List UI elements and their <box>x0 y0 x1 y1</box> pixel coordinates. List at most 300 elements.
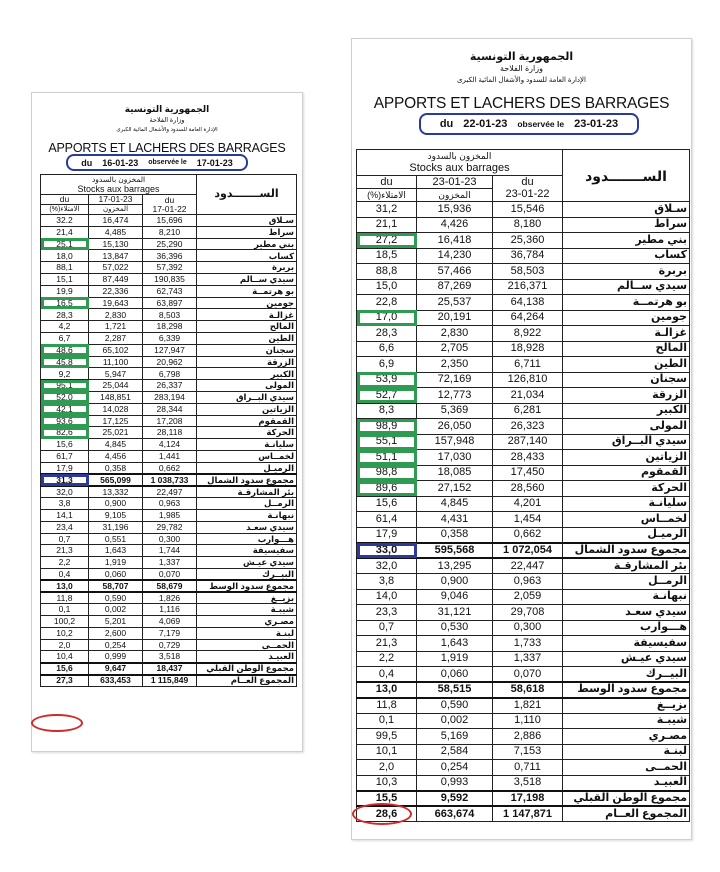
dam-row <box>357 248 690 264</box>
dam-name-cell: شيبـة <box>563 713 690 729</box>
dam-name-cell: بني مطير <box>563 233 690 249</box>
stock-cell: 16,474 <box>89 215 143 227</box>
dam-row <box>41 675 297 687</box>
stock-header: المخزون <box>89 205 143 215</box>
stock-cell: 5,947 <box>89 368 143 380</box>
fill-pct-cell: 10,3 <box>357 775 417 791</box>
fill-pct-cell: 27,2 <box>357 233 417 249</box>
dam-name-cell: لبنـة <box>563 744 690 760</box>
dam-name-cell: كساب <box>197 250 297 262</box>
dam-row <box>41 533 297 545</box>
stock-cell: 5,169 <box>417 729 493 745</box>
total-highlight-circle <box>352 803 412 825</box>
fill-pct-cell: 21,3 <box>41 545 89 557</box>
dam-name-cell: العبيـد <box>197 651 297 663</box>
fill-pct-cell: 52,7 <box>357 388 417 404</box>
fill-pct-cell: 18,5 <box>357 248 417 264</box>
dam-row <box>41 439 297 451</box>
date-b-header: 23-01-22 <box>493 189 563 202</box>
dams-table-left <box>40 174 297 687</box>
stocks-ar-header: المخزون بالسدود <box>357 150 563 163</box>
stock-cell: 14,028 <box>89 403 143 415</box>
fill-pct-cell: 93,6 <box>41 415 89 427</box>
dam-name-cell: العبيـد <box>563 775 690 791</box>
fill-pct-cell: 31,2 <box>357 202 417 218</box>
prev-year-stock-cell: 25,290 <box>143 238 197 250</box>
dam-row <box>41 368 297 380</box>
prev-year-stock-cell: 1 115,849 <box>143 675 197 687</box>
republic-header: الجمهورية التونسية <box>469 51 574 63</box>
republic-header: الجمهورية التونسية <box>124 104 210 114</box>
fill-pct-cell: 13,0 <box>41 580 89 592</box>
fill-pct-cell: 15,5 <box>357 791 417 807</box>
dam-row <box>41 226 297 238</box>
dam-row <box>357 465 690 481</box>
fill-pct-cell: 6,9 <box>357 357 417 373</box>
prev-year-stock-cell: 283,194 <box>143 391 197 403</box>
fill-pct-cell: 55,1 <box>357 434 417 450</box>
dam-name-cell: هـــوارب <box>563 620 690 636</box>
prev-year-stock-cell: 4,201 <box>493 496 563 512</box>
prev-year-stock-cell: 1,733 <box>493 636 563 652</box>
prev-year-stock-cell: 26,323 <box>493 419 563 435</box>
dam-row <box>357 527 690 543</box>
prev-year-stock-cell: 17,208 <box>143 415 197 427</box>
stock-cell: 0,060 <box>417 667 493 683</box>
dam-name-cell: جومين <box>197 297 297 309</box>
fill-pct-cell: 23,4 <box>41 521 89 533</box>
fill-pct-cell: 95,1 <box>41 380 89 392</box>
prev-year-stock-cell: 8,180 <box>493 217 563 233</box>
fill-pct-cell: 17,0 <box>357 310 417 326</box>
stocks-fr-header: Stocks aux barrages <box>41 185 197 195</box>
ministry-header: وزارة الفلاحة <box>149 117 185 124</box>
dam-name-cell: مصـري <box>197 616 297 628</box>
prev-year-stock-cell: 64,264 <box>493 310 563 326</box>
stock-cell: 4,456 <box>89 450 143 462</box>
stock-cell: 0,551 <box>89 533 143 545</box>
dam-name-cell: بني مطير <box>197 238 297 250</box>
stock-cell: 16,418 <box>417 233 493 249</box>
fill-pct-cell: 52,0 <box>41 391 89 403</box>
stock-cell: 0,358 <box>89 462 143 474</box>
fill-pct-cell: 19,9 <box>41 285 89 297</box>
stock-header: المخزون <box>417 189 493 202</box>
dam-row <box>357 698 690 714</box>
fill-pct-cell: 15,0 <box>357 279 417 295</box>
stock-cell: 87,449 <box>89 273 143 285</box>
date-a-header: 23-01-23 <box>417 176 493 189</box>
fill-pct-cell: 2,2 <box>41 557 89 569</box>
stock-cell: 72,169 <box>417 372 493 388</box>
dam-row <box>357 357 690 373</box>
stock-cell: 25,044 <box>89 380 143 392</box>
dam-row <box>41 273 297 285</box>
period-from: 22-01-23 <box>463 118 508 130</box>
fill-pct-header: (%)الامتلاء <box>41 205 89 215</box>
dam-row <box>41 356 297 368</box>
dam-row <box>357 279 690 295</box>
stock-cell: 15,936 <box>417 202 493 218</box>
prev-year-stock-cell: 3,518 <box>143 651 197 663</box>
ministry-header: وزارة الفلاحة <box>500 64 543 73</box>
dam-row <box>41 391 297 403</box>
prev-year-stock-cell: 63,897 <box>143 297 197 309</box>
dam-name-cell: لخمــاس <box>197 450 297 462</box>
stock-cell: 1,643 <box>417 636 493 652</box>
prev-year-stock-cell: 1,821 <box>493 698 563 714</box>
prev-year-stock-cell: 2,059 <box>493 589 563 605</box>
stock-cell: 9,105 <box>89 509 143 521</box>
dam-row <box>357 682 690 698</box>
dams-column-header: الســـــــدود <box>563 150 690 202</box>
dam-row <box>41 651 297 663</box>
dam-row <box>357 574 690 590</box>
fill-pct-cell: 2,0 <box>357 760 417 776</box>
dam-name-cell: البيــرك <box>563 667 690 683</box>
dam-name-cell: البيــرك <box>197 568 297 580</box>
du-header: du <box>41 195 89 205</box>
prev-year-stock-cell: 1,744 <box>143 545 197 557</box>
fill-pct-cell: 0,7 <box>357 620 417 636</box>
dam-name-cell: مجموع الوطن القبلي <box>197 663 297 675</box>
prev-year-stock-cell: 25,360 <box>493 233 563 249</box>
stock-cell: 22,336 <box>89 285 143 297</box>
fill-pct-cell: 61,4 <box>357 512 417 528</box>
prev-year-stock-cell: 1 038,733 <box>143 474 197 486</box>
dam-row <box>41 450 297 462</box>
stock-cell: 31,121 <box>417 605 493 621</box>
dam-name-cell: سيدي عيـش <box>563 651 690 667</box>
dam-row <box>41 639 297 651</box>
dam-row <box>357 775 690 791</box>
fill-pct-cell: 88,1 <box>41 262 89 274</box>
report-title: APPORTS ET LACHERS DES BARRAGES <box>373 95 670 112</box>
dam-row <box>41 285 297 297</box>
dam-row <box>357 450 690 466</box>
dam-name-cell: مجموع سدود الوسط <box>197 580 297 592</box>
prev-year-stock-cell: 58,679 <box>143 580 197 592</box>
dam-name-cell: نبهانـة <box>563 589 690 605</box>
stock-cell: 5,201 <box>89 616 143 628</box>
dam-name-cell: المولى <box>563 419 690 435</box>
dam-name-cell: مجموع سدود الشمال <box>197 474 297 486</box>
fill-pct-cell: 17,9 <box>357 527 417 543</box>
stock-cell: 0,002 <box>417 713 493 729</box>
fill-pct-cell: 28,6 <box>357 806 417 822</box>
prev-year-stock-cell: 2,886 <box>493 729 563 745</box>
fill-pct-cell: 15,1 <box>41 273 89 285</box>
dam-name-cell: سليانـة <box>197 439 297 451</box>
stock-cell: 595,568 <box>417 543 493 559</box>
prev-year-stock-cell: 0,963 <box>143 498 197 510</box>
dam-row <box>357 496 690 512</box>
stock-cell: 87,269 <box>417 279 493 295</box>
prev-year-stock-cell: 0,070 <box>143 568 197 580</box>
fill-pct-cell: 53,9 <box>357 372 417 388</box>
total-highlight-circle <box>31 714 83 732</box>
dam-name-cell: بربرة <box>197 262 297 274</box>
fill-pct-cell: 15,6 <box>41 439 89 451</box>
fill-pct-cell: 17,9 <box>41 462 89 474</box>
fill-pct-cell: 27,3 <box>41 675 89 687</box>
prev-year-stock-cell: 0,729 <box>143 639 197 651</box>
date-a-header: 17-01-23 <box>89 195 143 205</box>
dam-name-cell: جومين <box>563 310 690 326</box>
fill-pct-cell: 14,1 <box>41 509 89 521</box>
du-header: du <box>357 176 417 189</box>
dam-row <box>41 557 297 569</box>
dam-name-cell: سيدي سعـد <box>563 605 690 621</box>
stock-cell: 4,431 <box>417 512 493 528</box>
prev-year-stock-cell: 28,344 <box>143 403 197 415</box>
prev-year-stock-cell: 22,497 <box>143 486 197 498</box>
stock-cell: 13,847 <box>89 250 143 262</box>
prev-year-stock-cell: 4,069 <box>143 616 197 628</box>
observed-label: observée le <box>148 159 187 166</box>
fill-pct-cell: 99,5 <box>357 729 417 745</box>
dam-row <box>357 651 690 667</box>
fill-pct-cell: 98,9 <box>357 419 417 435</box>
stock-cell: 157,948 <box>417 434 493 450</box>
report-sheet-left <box>31 92 303 752</box>
dam-name-cell: بزيــغ <box>197 592 297 604</box>
fill-pct-header: (%)الامتلاء <box>357 189 417 202</box>
fill-pct-cell: 21,4 <box>41 226 89 238</box>
stock-cell: 14,230 <box>417 248 493 264</box>
dam-row <box>41 297 297 309</box>
dam-name-cell: لخمــاس <box>563 512 690 528</box>
fill-pct-cell: 32,0 <box>357 558 417 574</box>
dam-row <box>357 729 690 745</box>
prev-year-stock-cell: 3,518 <box>493 775 563 791</box>
fill-pct-cell: 2,2 <box>357 651 417 667</box>
dam-name-cell: غزالـة <box>563 326 690 342</box>
stock-cell: 9,647 <box>89 663 143 675</box>
dam-row <box>357 217 690 233</box>
prev-year-stock-cell: 0,300 <box>143 533 197 545</box>
fill-pct-cell: 0,1 <box>41 604 89 616</box>
stock-cell: 19,643 <box>89 297 143 309</box>
stock-cell: 1,919 <box>417 651 493 667</box>
stock-cell: 57,022 <box>89 262 143 274</box>
dam-name-cell: الكبير <box>563 403 690 419</box>
dam-row <box>41 403 297 415</box>
dam-row <box>41 238 297 250</box>
dam-name-cell: نبهانـة <box>197 509 297 521</box>
dam-name-cell: المجموع العــام <box>197 675 297 687</box>
dam-name-cell: سليانـة <box>563 496 690 512</box>
prev-year-stock-cell: 17,450 <box>493 465 563 481</box>
dam-name-cell: الزرقة <box>197 356 297 368</box>
prev-year-stock-cell: 17,198 <box>493 791 563 807</box>
stock-cell: 11,100 <box>89 356 143 368</box>
dam-row <box>41 321 297 333</box>
dam-row <box>41 262 297 274</box>
stock-cell: 4,485 <box>89 226 143 238</box>
dam-name-cell: مجموع سدود الشمال <box>563 543 690 559</box>
fill-pct-cell: 8,3 <box>357 403 417 419</box>
prev-year-stock-cell: 8,922 <box>493 326 563 342</box>
prev-year-stock-cell: 28,560 <box>493 481 563 497</box>
dam-row <box>41 604 297 616</box>
prev-year-stock-cell: 20,962 <box>143 356 197 368</box>
dam-name-cell: كساب <box>563 248 690 264</box>
prev-year-stock-cell: 0,070 <box>493 667 563 683</box>
fill-pct-cell: 15,6 <box>357 496 417 512</box>
stock-cell: 2,584 <box>417 744 493 760</box>
fill-pct-cell: 6,6 <box>357 341 417 357</box>
dam-row <box>41 486 297 498</box>
dam-name-cell: غزالـة <box>197 309 297 321</box>
fill-pct-cell: 33,0 <box>357 543 417 559</box>
fill-pct-cell: 11,8 <box>357 698 417 714</box>
dam-name-cell: بو هرتمــة <box>197 285 297 297</box>
fill-pct-cell: 10,4 <box>41 651 89 663</box>
dam-name-cell: سيدي سعـد <box>197 521 297 533</box>
stock-cell: 2,287 <box>89 332 143 344</box>
stock-cell: 27,152 <box>417 481 493 497</box>
prev-year-stock-cell: 6,339 <box>143 332 197 344</box>
fill-pct-cell: 89,6 <box>357 481 417 497</box>
dam-row <box>41 663 297 675</box>
prev-year-stock-cell: 0,300 <box>493 620 563 636</box>
dam-name-cell: القمقوم <box>197 415 297 427</box>
dam-row <box>41 627 297 639</box>
stock-cell: 26,050 <box>417 419 493 435</box>
dam-row <box>357 434 690 450</box>
stock-cell: 148,851 <box>89 391 143 403</box>
dam-name-cell: الحركة <box>563 481 690 497</box>
fill-pct-cell: 82,6 <box>41 427 89 439</box>
dam-name-cell: الرميـل <box>563 527 690 543</box>
prev-year-stock-cell: 18,928 <box>493 341 563 357</box>
dam-name-cell: الحركة <box>197 427 297 439</box>
fill-pct-cell: 6,7 <box>41 332 89 344</box>
dam-row <box>41 616 297 628</box>
dam-name-cell: سراط <box>563 217 690 233</box>
dams-column-header: الســـــــدود <box>197 175 297 215</box>
stock-cell: 58,707 <box>89 580 143 592</box>
stock-cell: 1,721 <box>89 321 143 333</box>
fill-pct-cell: 28,3 <box>357 326 417 342</box>
fill-pct-cell: 10,1 <box>357 744 417 760</box>
fill-pct-cell: 4,2 <box>41 321 89 333</box>
stock-cell: 0,060 <box>89 568 143 580</box>
dam-name-cell: الطين <box>563 357 690 373</box>
stock-cell: 9,046 <box>417 589 493 605</box>
dam-row <box>357 713 690 729</box>
dam-name-cell: مجموع الوطن القبلي <box>563 791 690 807</box>
prev-year-stock-cell: 7,179 <box>143 627 197 639</box>
fill-pct-cell: 21,3 <box>357 636 417 652</box>
dam-name-cell: الرميـل <box>197 462 297 474</box>
fill-pct-cell: 23,3 <box>357 605 417 621</box>
date-b-top-header: du <box>143 195 197 205</box>
fill-pct-cell: 51,1 <box>357 450 417 466</box>
dam-name-cell: شيبـة <box>197 604 297 616</box>
prev-year-stock-cell: 18,298 <box>143 321 197 333</box>
stock-cell: 0,993 <box>417 775 493 791</box>
fill-pct-cell: 22,8 <box>357 295 417 311</box>
dam-row <box>41 309 297 321</box>
stock-cell: 0,590 <box>89 592 143 604</box>
dam-name-cell: بربرة <box>563 264 690 280</box>
fill-pct-cell: 32.2 <box>41 215 89 227</box>
dam-row <box>357 620 690 636</box>
period-to: 17-01-23 <box>196 157 233 168</box>
stock-cell: 2,830 <box>417 326 493 342</box>
dam-name-cell: هـــوارب <box>197 533 297 545</box>
dam-row <box>41 462 297 474</box>
stock-cell: 1,643 <box>89 545 143 557</box>
fill-pct-cell: 28,3 <box>41 309 89 321</box>
prev-year-stock-cell: 1 147,871 <box>493 806 563 822</box>
dam-row <box>357 310 690 326</box>
dam-row <box>357 605 690 621</box>
prev-year-stock-cell: 1,337 <box>143 557 197 569</box>
dam-row <box>41 380 297 392</box>
stocks-ar-header: المخزون بالسدود <box>41 175 197 185</box>
prev-year-stock-cell: 6,711 <box>493 357 563 373</box>
stock-cell: 0,999 <box>89 651 143 663</box>
fill-pct-cell: 13,0 <box>357 682 417 698</box>
fill-pct-cell: 9,2 <box>41 368 89 380</box>
dam-name-cell: الحمــى <box>197 639 297 651</box>
prev-year-stock-cell: 0,963 <box>493 574 563 590</box>
prev-year-stock-cell: 29,782 <box>143 521 197 533</box>
stock-cell: 565,099 <box>89 474 143 486</box>
fill-pct-cell: 15,6 <box>41 663 89 675</box>
fill-pct-cell: 0,4 <box>357 667 417 683</box>
fill-pct-cell: 0,4 <box>41 568 89 580</box>
fill-pct-cell: 25.1 <box>41 238 89 250</box>
fill-pct-cell: 0,7 <box>41 533 89 545</box>
dam-row <box>41 344 297 356</box>
dam-name-cell: الرمــل <box>563 574 690 590</box>
stock-cell: 0,530 <box>417 620 493 636</box>
dam-row <box>357 543 690 559</box>
prev-year-stock-cell: 64,138 <box>493 295 563 311</box>
dam-row <box>41 415 297 427</box>
dam-name-cell: المالح <box>563 341 690 357</box>
dam-row <box>41 568 297 580</box>
dam-name-cell: سيدي البــراق <box>563 434 690 450</box>
prev-year-stock-cell: 18,437 <box>143 663 197 675</box>
stock-cell: 5,369 <box>417 403 493 419</box>
dam-name-cell: لبنـة <box>197 627 297 639</box>
stock-cell: 0,254 <box>417 760 493 776</box>
dam-name-cell: الزياتين <box>197 403 297 415</box>
prev-year-stock-cell: 0,711 <box>493 760 563 776</box>
stock-cell: 13,295 <box>417 558 493 574</box>
fill-pct-cell: 100,2 <box>41 616 89 628</box>
dam-name-cell: القمقوم <box>563 465 690 481</box>
fill-pct-cell: 11,8 <box>41 592 89 604</box>
dam-row <box>41 474 297 486</box>
dam-name-cell: الرمــل <box>197 498 297 510</box>
dam-name-cell: مصـري <box>563 729 690 745</box>
fill-pct-cell: 98,8 <box>357 465 417 481</box>
prev-year-stock-cell: 58,503 <box>493 264 563 280</box>
prev-year-stock-cell: 287,140 <box>493 434 563 450</box>
period-box <box>419 113 639 135</box>
fill-pct-cell: 14,0 <box>357 589 417 605</box>
fill-pct-cell: 10,2 <box>41 627 89 639</box>
dam-name-cell: سجنان <box>197 344 297 356</box>
dam-row <box>41 580 297 592</box>
direction-header: الإدارة العامة للسدود والأشغال المائية الكبرى <box>457 77 586 84</box>
